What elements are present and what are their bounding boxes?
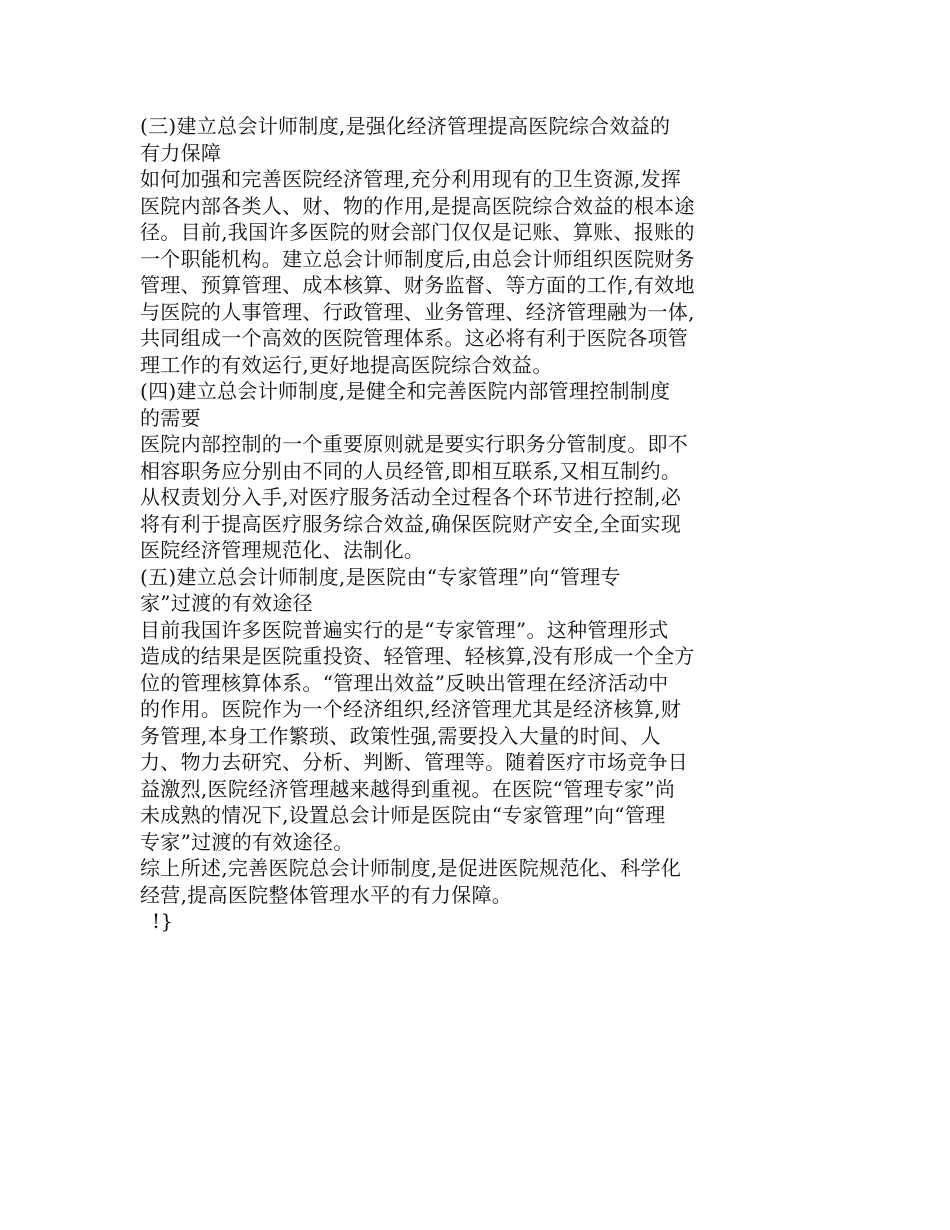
paragraph-line: 综上所述,完善医院总会计师制度,是促进医院规范化、科学化 (140, 856, 682, 880)
paragraph-line: 的作用。医院作为一个经济组织,经济管理尤其是经济核算,财 (140, 697, 682, 721)
paragraph-line: 将有利于提高医疗服务综合效益,确保医院财产安全,全面实现 (140, 511, 682, 536)
paragraph-line: 理工作的有效运行,更好地提高医院综合效益。 (140, 352, 553, 377)
paragraph-line: 力、物力去研究、分析、判断、管理等。随着医疗市场竞争日 (140, 750, 689, 774)
heading-line: (四)建立总会计师制度,是健全和完善医院内部管理控制制度 (140, 379, 671, 403)
paragraph-line: 相容职务应分别由不同的人员经管,即相互联系,又相互制约。 (140, 458, 682, 483)
paragraph-line: 未成熟的情况下,设置总会计师是医院由“专家管理”向“管理 (140, 803, 666, 827)
paragraph-3 (140, 166, 750, 378)
heading-line: 的需要 (140, 405, 201, 430)
paragraph-line: 医院经济管理规范化、法制化。 (140, 538, 425, 562)
heading-line: 家”过渡的有效途径 (140, 591, 313, 615)
paragraph-line: 如何加强和完善医院经济管理,充分利用现有的卫生资源,发挥 (140, 167, 682, 191)
paragraph-line: 与医院的人事管理、行政管理、业务管理、经济管理融为一体, (140, 299, 695, 324)
paragraph-line: 益激烈,医院经济管理越来越得到重视。在医院“管理专家”尚 (140, 776, 676, 801)
paragraph-line: 位的管理核算体系。“管理出效益”反映出管理在经济活动中 (140, 670, 669, 695)
paragraph-line: 医院内部各类人、财、物的作用,是提高医院综合效益的根本途 (140, 193, 695, 218)
paragraph-line: 管理、预算管理、成本核算、财务监督、等方面的工作,有效地 (140, 273, 695, 297)
paragraph-5 (140, 617, 750, 856)
paragraph-line: 径。目前,我国许多医院的财会部门仅仅是记账、算账、报账的 (140, 220, 695, 244)
section-heading-3 (140, 113, 750, 166)
heading-line: 有力保障 (140, 140, 222, 165)
paragraph-line: 共同组成一个高效的医院管理体系。这必将有利于医院各项管 (140, 326, 689, 350)
paragraph-line: 专家”过渡的有效途径。 (140, 829, 354, 854)
document-body (140, 113, 750, 935)
paragraph-line: 医院内部控制的一个重要原则就是要实行职务分管制度。即不 (140, 432, 689, 456)
trailing-mark: !} (152, 909, 174, 933)
paragraph-line: 从权责划分入手,对医疗服务活动全过程各个环节进行控制,必 (140, 485, 682, 509)
paragraph-line: 目前我国许多医院普遍实行的是“专家管理”。这种管理形式 (140, 617, 669, 642)
section-heading-5 (140, 564, 750, 617)
paragraph-line: 一个职能机构。建立总会计师制度后,由总会计师组织医院财务 (140, 246, 695, 271)
heading-line: (三)建立总会计师制度,是强化经济管理提高医院综合效益的 (140, 114, 671, 138)
heading-line: (五)建立总会计师制度,是医院由“专家管理”向“管理专 (140, 564, 621, 589)
paragraph-line: 造成的结果是医院重投资、轻管理、轻核算,没有形成一个全方 (140, 644, 695, 668)
paragraph-line: 务管理,本身工作繁琐、政策性强,需要投入大量的时间、人 (140, 723, 661, 748)
paragraph-line: 经营,提高医院整体管理水平的有力保障。 (140, 882, 513, 907)
conclusion-paragraph (140, 855, 750, 908)
paragraph-4 (140, 431, 750, 564)
section-heading-4 (140, 378, 750, 431)
